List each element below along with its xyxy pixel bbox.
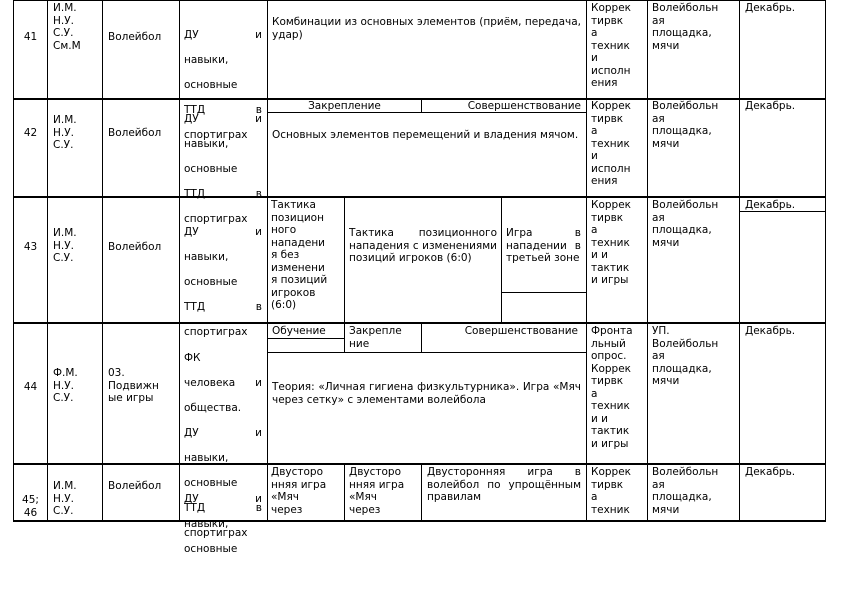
row44-skills-line: спортиграх: [184, 526, 248, 539]
row42-skills-line: навыки,: [184, 137, 229, 150]
row-border-bottom: [13, 520, 826, 522]
row44-skills-line: ФК: [184, 351, 201, 364]
row42-head-consolidation: Закрепление: [308, 100, 381, 112]
row44-skills-line: навыки,: [184, 451, 229, 464]
row42-equipment: Волейбольн ая площадка, мячи: [652, 100, 719, 150]
row45-skills: [184, 480, 262, 568]
row42-content: Основных элементов перемещений и владения мячом.: [272, 129, 579, 141]
row44-subheader-line: [267, 352, 587, 353]
row41-month: Декабрь.: [745, 2, 796, 14]
row41-sport: Волейбол: [108, 31, 162, 43]
row44-number: 44: [23, 381, 38, 393]
col-border-6: [647, 0, 648, 521]
row44-control: Фронта льный опрос. Коррек тирвк а техник и и тактик и игры: [591, 325, 633, 450]
col-border-7: [739, 0, 740, 521]
row43-skills-line: спортиграх: [184, 325, 248, 338]
row43-control: Коррек тирвк а техник и и тактик и игры: [591, 199, 632, 286]
row45-month: Декабрь.: [745, 466, 796, 478]
row-border-43-44: [13, 322, 826, 324]
row44-staff: Ф.М. Н.У. С.У.: [53, 367, 78, 404]
row42-control: Коррек тирвк а техник и исполн ения: [591, 100, 632, 187]
row42-staff: И.М. Н.У. С.У.: [53, 114, 77, 151]
row43-col-divider-1: [344, 197, 345, 323]
row42-sport: Волейбол: [108, 127, 162, 139]
row45-col-divider-1: [344, 464, 345, 521]
row45-skills-line: основные: [184, 542, 238, 555]
row44-month: Декабрь.: [745, 325, 796, 337]
row44-head-consolidation: Закрепле ние: [349, 325, 402, 350]
row45-col-divider-2: [421, 464, 422, 521]
row42-skills-line: ТТД в: [184, 187, 262, 200]
row43-month: Декабрь.: [745, 199, 796, 211]
row41-skills-line: ТТД в: [184, 103, 262, 116]
row43-content-bottom-line: [501, 292, 587, 293]
row43-equipment: Волейбольн ая площадка, мячи: [652, 199, 719, 249]
row41-equipment: Волейбольн ая площадка, мячи: [652, 2, 719, 52]
row45-content-col2: Двусторо нняя игра «Мяч через: [349, 466, 405, 516]
row-border-top: [13, 0, 826, 1]
row45-sport: Волейбол: [108, 480, 162, 492]
row45-staff: И.М. Н.У. С.У.: [53, 480, 77, 517]
row45-number: 45; 46: [22, 494, 39, 519]
col-border-right: [825, 0, 826, 521]
row42-skills-line: основные: [184, 162, 238, 175]
row45-content-col3: Двусторонняя игра в волейбол по упрощённым правилам: [427, 466, 581, 503]
row45-control: Коррек тирвк а техник: [591, 466, 632, 516]
row44-obuchenie-underline: [267, 338, 345, 339]
row41-content: Комбинации из основных элементов (приём, передача, удар): [272, 16, 581, 41]
row43-skills-line: ТТД в: [184, 300, 262, 313]
row41-skills-line: основные: [184, 78, 238, 91]
col-border-3: [179, 0, 180, 521]
row43-col-divider-2: [501, 197, 502, 323]
row41-control: Коррек тирвк а техник и исполн ения: [591, 2, 632, 89]
row45-equipment: Волейбольн ая площадка, мячи: [652, 466, 719, 516]
row-border-44-45: [13, 463, 826, 465]
row42-month: Декабрь.: [745, 100, 796, 112]
row42-number: 42: [23, 127, 38, 139]
row42-skills-line: ДУ и: [184, 112, 262, 125]
row41-staff: И.М. Н.У. С.У. См.М: [53, 2, 81, 52]
row44-skills-line: человека и: [184, 376, 262, 389]
row44-head-learning: Обучение: [272, 325, 326, 337]
row41-skills-line: навыки,: [184, 53, 229, 66]
row44-skills-line: ТТД в: [184, 501, 262, 514]
row41-skills-line: спортиграх: [184, 128, 248, 141]
row43-content-col2: Тактика позиционного нападения с изменениями позиций игроков (6:0): [349, 227, 497, 264]
col-border-4: [267, 0, 268, 521]
row45-content-col1: Двусторо нняя игра «Мяч через: [271, 466, 327, 516]
row42-skills-line: спортиграх: [184, 212, 248, 225]
row43-staff: И.М. Н.У. С.У.: [53, 227, 77, 264]
row44-content: Теория: «Личная гигиена физкультурника». Игра «Мяч через сетку» с элементами волейбола: [272, 381, 581, 406]
row43-content-col3: Игра в нападении в третьей зоне: [506, 227, 581, 264]
col-border-2: [102, 0, 103, 521]
row43-skills: [184, 213, 262, 351]
row-border-42-43: [13, 196, 826, 198]
row41-skills-line: ДУ и: [184, 28, 262, 41]
row43-skills-line: ДУ и: [184, 225, 262, 238]
col-border-5: [586, 0, 587, 521]
row44-skills-line: ДУ и: [184, 426, 262, 439]
row45-skills-line: ДУ и: [184, 492, 262, 505]
row44-equipment: УП. Волейбольн ая площадка, мячи: [652, 325, 719, 387]
row44-skills-line: общества.: [184, 401, 242, 414]
row41-number: 41: [23, 31, 38, 43]
row44-head-improvement: Совершенствование: [464, 325, 578, 337]
row45-skills-line: навыки,: [184, 517, 229, 530]
row43-sport: Волейбол: [108, 241, 162, 253]
row43-number: 43: [23, 241, 38, 253]
row43-skills-line: основные: [184, 275, 238, 288]
row42-head-improvement: Совершенствование: [467, 100, 581, 112]
row44-sport: 03. Подвижн ые игры: [108, 367, 159, 404]
row43-skills-line: навыки,: [184, 250, 229, 263]
col-border-left: [13, 0, 14, 521]
row44-skills-line: основные: [184, 476, 238, 489]
col-border-1: [47, 0, 48, 521]
row43-content-col1: Тактика позицион ного нападени я без изменени я позиций игроков (6:0): [271, 199, 328, 311]
